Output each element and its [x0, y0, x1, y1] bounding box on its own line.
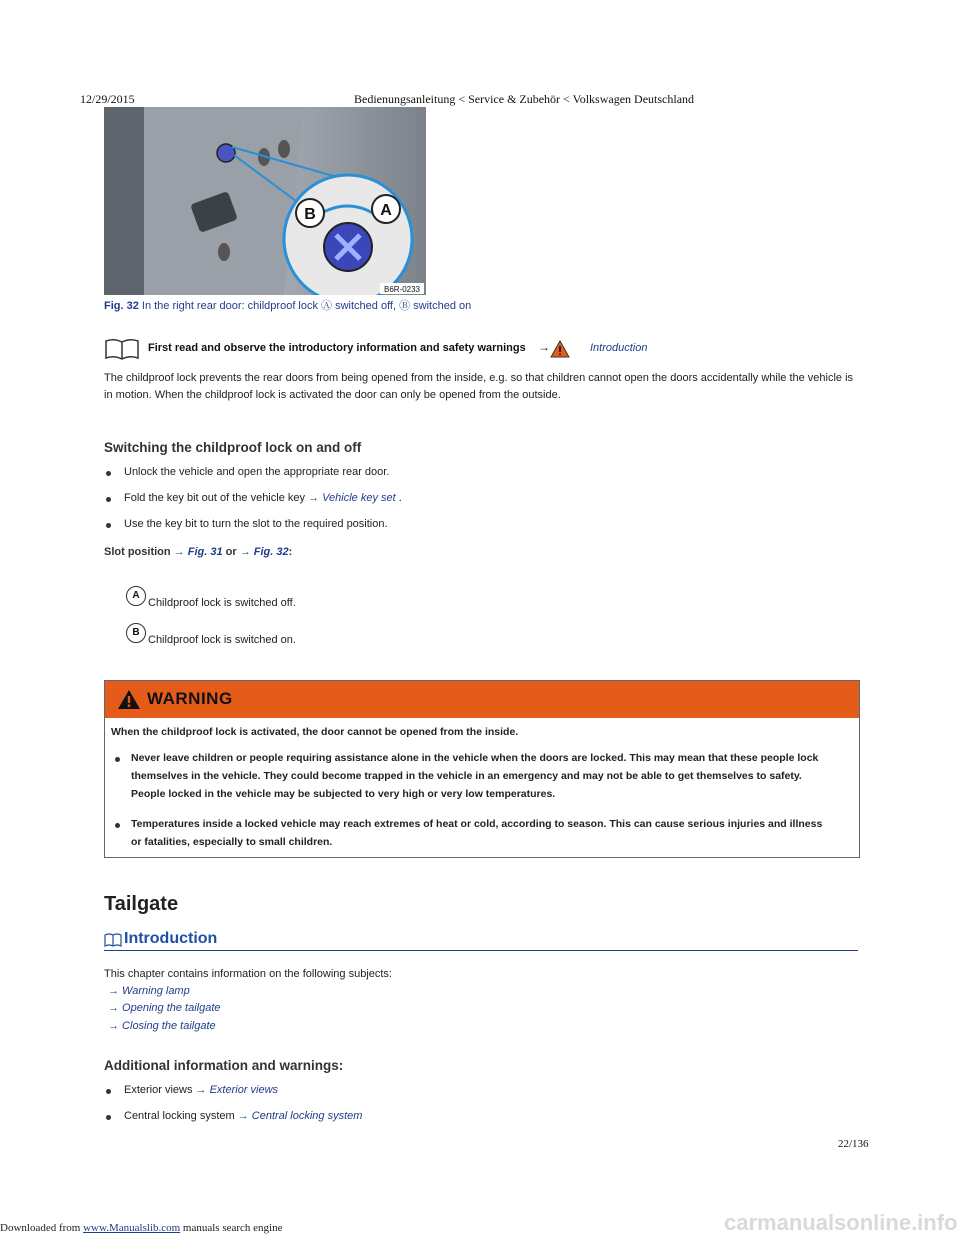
slot-position-line: [104, 546, 292, 558]
list-item: [106, 1110, 846, 1126]
manualslib-link[interactable]: www.Manualslib.com: [83, 1222, 181, 1234]
introduction-link[interactable]: Introduction: [590, 342, 648, 354]
warning-bullet-1-line: People locked in the vehicle may be subjected to very high or very low temperatures.: [131, 788, 556, 800]
warning-triangle-icon: [550, 340, 570, 358]
book-icon: [104, 338, 140, 360]
watermark: carmanualsonline.info: [724, 1210, 958, 1235]
list-item-text: [124, 1110, 362, 1122]
introduction-heading: Introduction: [124, 930, 218, 947]
introduction-section-header: [104, 930, 858, 951]
list-item-text-end: .: [395, 492, 402, 504]
childproof-lock-figure: [104, 107, 426, 295]
warning-box: [104, 680, 860, 858]
list-item-text: Unlock the vehicle and open the appropriate rear door.: [124, 466, 390, 478]
exterior-views-link[interactable]: → Exterior views: [195, 1084, 279, 1096]
book-icon: [104, 933, 122, 947]
chapter-intro-text: This chapter contains information on the following subjects:: [104, 968, 392, 980]
bullet: [106, 471, 111, 476]
door-illustration: [104, 107, 426, 295]
list-item-text-part: Fold the key bit out of the vehicle key: [124, 492, 309, 504]
list-item: [106, 492, 846, 508]
vehicle-key-set-link[interactable]: → Vehicle key set: [308, 492, 396, 504]
opening-tailgate-link[interactable]: → Opening the tailgate: [108, 1002, 221, 1014]
switching-heading: Switching the childproof lock on and off: [104, 440, 362, 455]
bullet: [106, 1089, 111, 1094]
list-item-text: [124, 492, 402, 504]
page-header-title: Bedienungsanleitung < Service & Zubehör < Volkswagen Deutschland: [354, 92, 695, 106]
list-item-text: [124, 1084, 278, 1096]
footer-suffix: manuals search engine: [180, 1222, 283, 1234]
slot-a-text: Childproof lock is switched off.: [148, 597, 296, 609]
fig-31-link[interactable]: → Fig. 31: [173, 546, 223, 558]
warning-lamp-link[interactable]: → Warning lamp: [108, 985, 190, 997]
list-item-text: Use the key bit to turn the slot to the required position.: [124, 518, 388, 530]
central-locking-link[interactable]: → Central locking system: [237, 1110, 363, 1122]
download-footer: [0, 1222, 282, 1234]
page-number: 22/136: [838, 1138, 869, 1150]
caption-text: In the right rear door: childproof lock Ⓐ switched off, Ⓑ switched on: [138, 300, 472, 312]
bullet: [106, 497, 111, 502]
figure-label-b: B: [304, 206, 316, 223]
warning-header: [105, 681, 859, 718]
warning-bullet-2-line: or fatalities, especially to small children.: [131, 836, 333, 848]
print-date: 12/29/2015: [80, 92, 135, 106]
warning-bullet-1: [131, 749, 818, 803]
badge-b: B: [126, 623, 146, 643]
warning-title: WARNING: [147, 689, 233, 708]
figure-label-a: A: [380, 202, 392, 219]
closing-tailgate-link[interactable]: → Closing the tailgate: [108, 1020, 216, 1032]
read-first-notice: [104, 338, 864, 360]
footer-prefix: Downloaded from: [0, 1222, 84, 1234]
bullet: [106, 523, 111, 528]
tailgate-heading: Tailgate: [104, 893, 179, 915]
caption-number: Fig. 32: [104, 300, 139, 312]
read-first-arrow: →: [538, 340, 550, 354]
warning-intro: When the childproof lock is activated, the door cannot be opened from the inside.: [111, 726, 519, 738]
list-item: [106, 466, 846, 482]
intro-paragraph: The childproof lock prevents the rear doors from being opened from the inside, e.g. so that children cannot open the doors accidentally while the vehicle is in motion. When the childproof lock is activated the door can only be opened from the outside.: [104, 372, 854, 401]
warning-bullet-1-line: themselves in the vehicle. They could become trapped in the vehicle in an emergency and may not be able to get themselves to safety.: [131, 770, 802, 782]
badge-a: A: [126, 586, 146, 606]
slot-b-text: Childproof lock is switched on.: [148, 634, 296, 646]
list-item: [106, 1084, 846, 1100]
slot-colon: :: [288, 546, 293, 558]
read-first-text: First read and observe the introductory information and safety warnings: [148, 342, 526, 354]
list-item: [106, 518, 846, 534]
list-item-text-part: Central locking system: [124, 1110, 238, 1122]
bullet: [115, 757, 120, 762]
slot-or: or: [222, 546, 240, 558]
figure-caption: [104, 297, 471, 313]
warning-bullet-1-line: Never leave children or people requiring assistance alone in the vehicle when the doors are locked. This may mean that these people lock: [131, 752, 819, 764]
bullet: [115, 823, 120, 828]
warning-bullet-2: [131, 815, 822, 851]
additional-info-heading: Additional information and warnings:: [104, 1058, 344, 1073]
bullet: [106, 1115, 111, 1120]
fig-32-link[interactable]: → Fig. 32: [239, 546, 289, 558]
list-item-text-part: Exterior views: [124, 1084, 196, 1096]
slot-position-label: Slot position: [104, 546, 174, 558]
warning-triangle-icon: [117, 689, 141, 710]
warning-bullet-2-line: Temperatures inside a locked vehicle may reach extremes of heat or cold, according to season. This can cause serious injuries and illness: [131, 818, 823, 830]
figure-code: B6R-0233: [383, 285, 421, 294]
